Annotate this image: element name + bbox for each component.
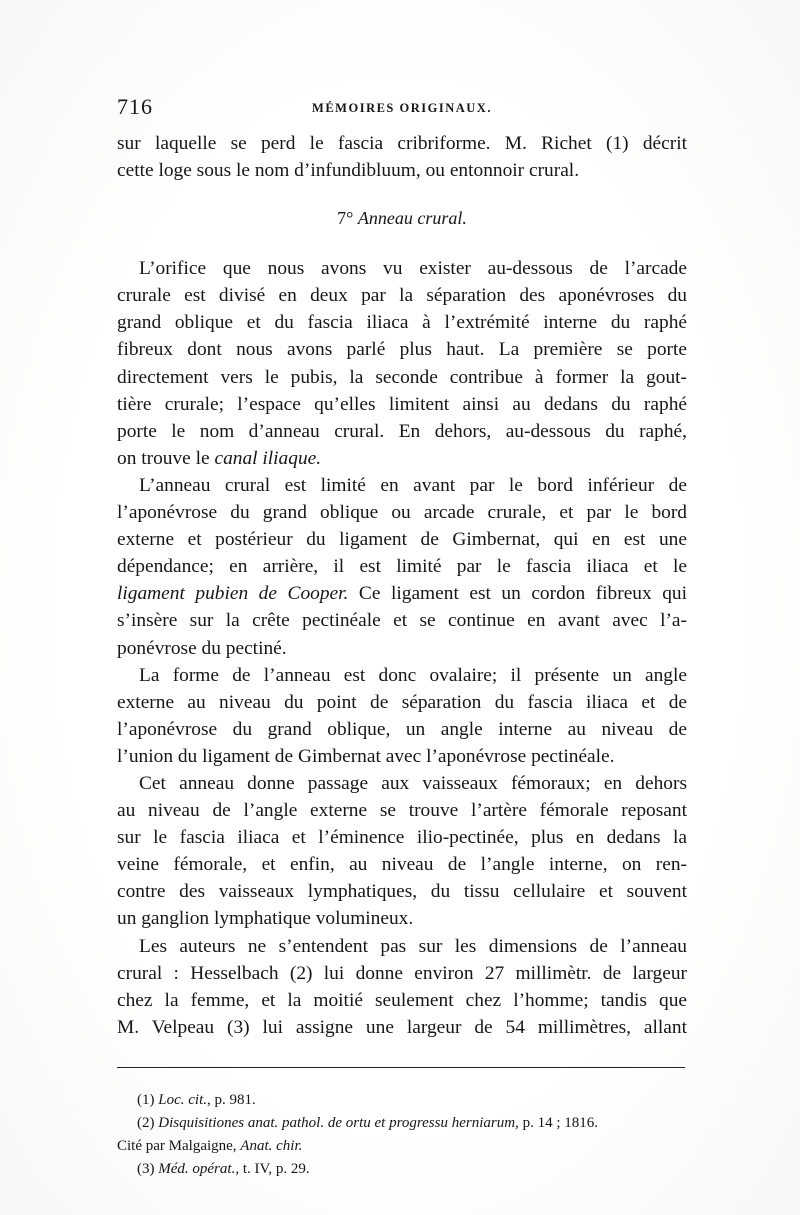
paragraph-0 bbox=[117, 130, 687, 184]
paragraph-2 bbox=[117, 472, 687, 662]
section-heading bbox=[117, 205, 687, 235]
text-line: dépendance; en arrière, il est limité par le fascia iliaca et le bbox=[117, 556, 687, 578]
footnote-marker: (3) bbox=[137, 1161, 159, 1177]
italic-term: ligament pubien de Cooper. bbox=[117, 583, 349, 605]
text-line: ponévrose du pectiné. bbox=[117, 637, 287, 659]
text-line: fibreux dont nous avons parlé plus haut. La première se porte bbox=[117, 339, 687, 361]
footnote-2 bbox=[117, 1112, 687, 1135]
text-line: La forme de l’anneau est donc ovalaire; il présente un angle bbox=[139, 664, 687, 686]
text-line: crurale est divisé en deux par la séparation des aponévroses du bbox=[117, 285, 687, 307]
text-run: , p. 981. bbox=[207, 1092, 256, 1108]
text-line: L’anneau crural est limité en avant par le bord inférieur de bbox=[139, 474, 687, 496]
footnotes bbox=[117, 1089, 687, 1181]
text-run: on trouve le bbox=[117, 447, 215, 469]
text-line: externe et postérieur du ligament de Gimbernat, qui en est une bbox=[117, 529, 687, 551]
paragraph-4 bbox=[117, 770, 687, 933]
italic-term: Disquisitiones anat. pathol. de ortu et progressu herniarum, bbox=[158, 1115, 519, 1131]
text-line: L’orifice que nous avons vu exister au-dessous de l’arcade bbox=[139, 258, 687, 280]
body-text bbox=[117, 130, 687, 1041]
text-line: tière crurale; l’espace qu’elles limitent ainsi au dedans du raphé bbox=[117, 393, 687, 415]
text-line: l’union du ligament de Gimbernat avec l’aponévrose pectinéale. bbox=[117, 745, 615, 767]
text-line: M. Velpeau (3) lui assigne une largeur de 54 millimètres, allant bbox=[117, 1016, 687, 1038]
text-line: porte le nom d’anneau crural. En dehors, au-dessous du raphé, bbox=[117, 420, 687, 442]
text-line: l’aponévrose du grand oblique ou arcade crurale, et par le bord bbox=[117, 502, 687, 524]
text-line: cette loge sous le nom d’infundibluum, ou entonnoir crural. bbox=[117, 160, 580, 182]
footnote-1 bbox=[117, 1089, 687, 1112]
text-line: au niveau de l’angle externe se trouve l’artère fémorale reposant bbox=[117, 800, 687, 822]
text-line: chez la femme, et la moitié seulement chez l’homme; tandis que bbox=[117, 989, 687, 1011]
italic-term: Loc. cit. bbox=[158, 1092, 207, 1108]
page-number: 716 bbox=[117, 94, 153, 119]
text-line: sur le fascia iliaca et l’éminence ilio-pectinée, plus en dedans la bbox=[117, 827, 687, 849]
section-title: Anneau crural. bbox=[357, 208, 467, 229]
text-run: , t. IV, p. 29. bbox=[235, 1161, 310, 1177]
footnote-divider bbox=[117, 1067, 685, 1068]
text-line: Les auteurs ne s’entendent pas sur les dimensions de l’anneau bbox=[139, 935, 687, 957]
section-number: 7° bbox=[337, 208, 354, 229]
text-line: veine fémorale, et enfin, au niveau de l’angle interne, on ren- bbox=[117, 854, 687, 876]
footnote-3 bbox=[117, 1158, 687, 1181]
text-line: directement vers le pubis, la seconde contribue à former la gout- bbox=[117, 366, 687, 388]
footnote-2-continued bbox=[117, 1135, 687, 1158]
paragraph-1 bbox=[117, 255, 687, 472]
text-line: un ganglion lymphatique volumineux. bbox=[117, 908, 414, 930]
text-line: sur laquelle se perd le fascia cribriforme. M. Richet (1) décrit bbox=[117, 133, 687, 154]
text-run: Ce ligament est un cordon fibreux qui bbox=[348, 583, 687, 605]
footnote-marker: (1) bbox=[137, 1092, 159, 1108]
text-line: crural : Hesselbach (2) lui donne environ 27 millimètr. de largeur bbox=[117, 962, 687, 984]
text-line bbox=[117, 580, 687, 607]
text-run: p. 14 ; 1816. bbox=[518, 1115, 598, 1131]
text-line bbox=[117, 445, 687, 472]
paragraph-3 bbox=[117, 662, 687, 770]
italic-term: Méd. opérat. bbox=[158, 1161, 236, 1177]
text-line: externe au niveau du point de séparation du fascia iliaca et de bbox=[117, 691, 687, 713]
running-title: MÉMOIRES ORIGINAUX. bbox=[312, 101, 492, 115]
italic-term: canal iliaque. bbox=[214, 447, 322, 469]
italic-term: Anat. chir. bbox=[240, 1138, 303, 1154]
text-run: Cité par Malgaigne, bbox=[117, 1138, 241, 1154]
footnote-marker: (2) bbox=[137, 1115, 159, 1131]
paragraph-5 bbox=[117, 933, 687, 1041]
text-line: contre des vaisseaux lymphatiques, du tissu cellulaire et souvent bbox=[117, 881, 687, 903]
page-header bbox=[117, 94, 687, 124]
text-line: l’aponévrose du grand oblique, un angle interne au niveau de bbox=[117, 718, 687, 740]
text-line: Cet anneau donne passage aux vaisseaux fémoraux; en dehors bbox=[139, 772, 687, 794]
text-line: s’insère sur la crête pectinéale et se continue en avant avec l’a- bbox=[117, 610, 687, 632]
text-line: grand oblique et du fascia iliaca à l’extrémité interne du raphé bbox=[117, 312, 687, 334]
